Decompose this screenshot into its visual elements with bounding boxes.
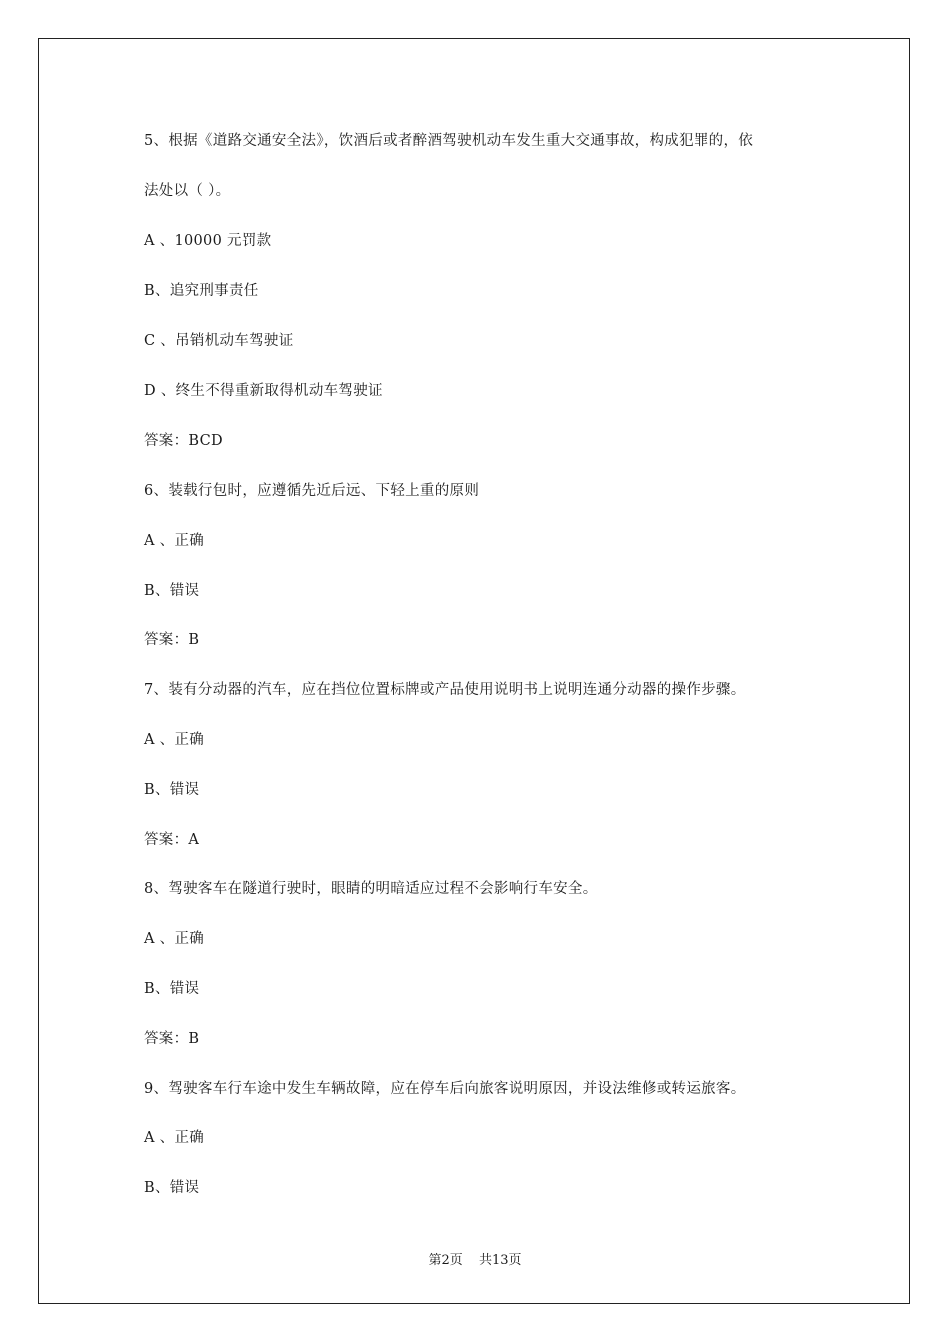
question-9-option-b: B、错误 [144,1180,200,1196]
page-number: 第2页 [428,1253,463,1268]
question-7-option-a: A 、正确 [144,732,205,748]
question-6-option-a: A 、正确 [144,533,205,549]
question-8-option-b: B、错误 [144,981,200,997]
question-7-option-b: B、错误 [144,782,200,798]
page-border [38,38,910,1304]
question-5-answer: 答案：BCD [144,433,223,449]
question-5-stem-cont: 法处以（ ）。 [144,183,231,199]
question-5-option-b: B、追究刑事责任 [144,283,259,299]
question-5-option-c: C 、吊销机动车驾驶证 [144,333,294,349]
question-5-option-a: A 、10000 元罚款 [144,233,272,249]
question-8-option-a: A 、正确 [144,931,205,947]
question-5-option-d: D 、终生不得重新取得机动车驾驶证 [144,383,383,399]
question-9-option-a: A 、正确 [144,1130,205,1146]
question-9-stem: 9、驾驶客车行车途中发生车辆故障，应在停车后向旅客说明原因，并设法维修或转运旅客。 [144,1081,746,1097]
question-5-stem: 5、根据《道路交通安全法》，饮酒后或者醉酒驾驶机动车发生重大交通事故，构成犯罪的，依 [144,133,754,149]
question-8-answer: 答案：B [144,1031,200,1047]
question-7-answer: 答案：A [144,832,200,848]
question-6-option-b: B、错误 [144,583,200,599]
question-6-answer: 答案：B [144,632,200,648]
page-footer [0,1249,950,1268]
page-total: 共13页 [478,1253,522,1268]
question-8-stem: 8、驾驶客车在隧道行驶时，眼睛的明暗适应过程不会影响行车安全。 [144,881,598,897]
question-6-stem: 6、装载行包时，应遵循先近后远、下轻上重的原则 [144,483,480,499]
question-7-stem: 7、装有分动器的汽车，应在挡位位置标牌或产品使用说明书上说明连通分动器的操作步骤。 [144,682,746,698]
